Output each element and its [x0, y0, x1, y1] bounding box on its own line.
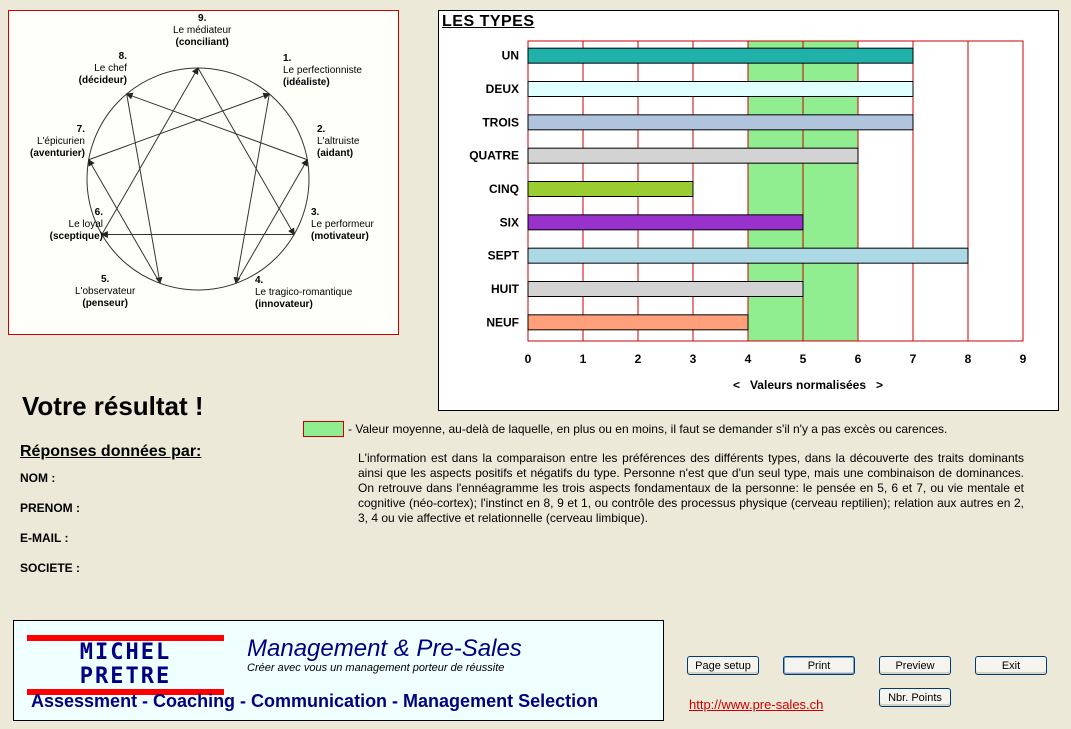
enneagram-label-number: 3. [311, 207, 320, 218]
enneagram-panel [8, 10, 399, 335]
field-label-email: E-MAIL : [20, 531, 69, 545]
enneagram-label-number: 5. [100, 274, 110, 285]
category-label-huit: HUIT [491, 282, 519, 296]
category-label-cinq: CINQ [489, 182, 519, 196]
enneagram-label-name: (penseur) [82, 298, 128, 309]
x-axis-label: < Valeurs normalisées > [732, 378, 884, 392]
types-bar-chart [439, 11, 1058, 410]
category-label-trois: TROIS [482, 115, 519, 130]
enneagram-label-number: 2. [317, 124, 326, 135]
field-label-prenom: PRENOM : [20, 501, 80, 515]
types-chart-panel [438, 10, 1059, 411]
enneagram-label-name: (innovateur) [255, 299, 313, 310]
brand-box [13, 620, 664, 721]
brand-tagline: Management & Pre-Sales [247, 635, 522, 662]
category-label-neuf: NEUF [486, 315, 519, 330]
preview-button[interactable]: Preview [879, 656, 951, 675]
info-text: L'information est dans la comparaison entre les préférences des différents types, dans la découverte des traits dominants ainsi que les aspects positifs et négatifs du type. Personne n'est que d'un seul type, mais une combinaison de dominances. On retrouve dans l'ennéagramme les trois aspects fondamentaux de la personne: le pensée en 5, 6 et 7, ou vie mentale et cognitive (néo-cortex); l'instinct en 8, 9 et 1, ou contrôle des processus physique (cerveau reptilien); relation aux autres en 2, 3, 4 ou vie affective et relationnelle (cerveau limbique). [358, 451, 1024, 525]
enneagram-label-4 [255, 275, 352, 311]
enneagram-label-name: (aventurier) [29, 148, 85, 159]
x-tick-label-8: 8 [964, 352, 972, 366]
enneagram-label-number: 4. [255, 275, 264, 286]
bar-deux [528, 82, 913, 97]
brand-subtitle: Créer avec vous un management porteur de réussite [247, 662, 505, 674]
enneagram-label-title: Le tragico-romantique [255, 287, 353, 298]
bar-six [528, 215, 803, 230]
x-tick-label-0: 0 [524, 352, 532, 366]
enneagram-label-3 [311, 207, 374, 243]
legend-swatch [303, 421, 344, 437]
brand-services: Assessment - Coaching - Communication - Management Selection [31, 691, 599, 711]
website-link[interactable]: http://www.pre-sales.ch [689, 697, 824, 712]
enneagram-label-7 [13, 124, 85, 160]
bar-cinq [528, 182, 693, 197]
enneagram-label-8 [55, 51, 127, 87]
chart-title: LES TYPES [442, 13, 535, 30]
x-tick-label-1: 1 [579, 352, 587, 366]
bar-sept [528, 248, 968, 263]
exit-button[interactable]: Exit [975, 656, 1047, 675]
brand-logo [27, 635, 224, 695]
bar-un [528, 48, 913, 63]
category-label-quatre: QUATRE [469, 148, 519, 163]
enneagram-label-name: (sceptique) [49, 231, 103, 242]
enneagram-label-6 [31, 207, 103, 243]
enneagram-label-title: Le chef [94, 63, 127, 74]
category-label-six: SIX [499, 215, 519, 230]
x-tick-label-5: 5 [799, 352, 807, 366]
enneagram-label-name: (motivateur) [311, 231, 369, 242]
enneagram-label-name: (conciliant) [175, 37, 229, 48]
field-label-societe: SOCIETE : [20, 561, 81, 575]
enneagram-label-title: L'altruiste [317, 136, 360, 147]
enneagram-label-title: L'observateur [75, 286, 136, 297]
answers-title: Réponses données par: [20, 443, 202, 460]
enneagram-label-name: (idéaliste) [283, 77, 330, 88]
enneagram-label-title: Le médiateur [173, 25, 232, 36]
bar-quatre [528, 148, 858, 163]
brand-name: MICHEL PRETRE [79, 640, 172, 689]
page-setup-button[interactable]: Page setup [687, 656, 759, 675]
enneagram-circle [87, 68, 309, 290]
enneagram-label-title: Le loyal [68, 219, 103, 230]
legend-text: - Valeur moyenne, au-delà de laquelle, en plus ou en moins, il faut se demander s'il n'y a pas excès ou carences. [348, 422, 948, 436]
enneagram-label-number: 1. [283, 53, 292, 64]
enneagram-label-title: Le perfectionniste [283, 65, 362, 76]
category-label-un: UN [501, 48, 519, 63]
x-tick-label-9: 9 [1019, 352, 1027, 366]
enneagram-label-1 [283, 53, 362, 89]
enneagram-label-name: (aidant) [317, 148, 354, 159]
x-tick-label-3: 3 [689, 352, 697, 366]
x-tick-label-2: 2 [634, 352, 642, 366]
nbr-points-button[interactable]: Nbr. Points [879, 688, 951, 707]
enneagram-label-title: L'épicurien [36, 136, 85, 147]
bar-huit [528, 282, 803, 297]
print-button[interactable]: Print [783, 656, 855, 675]
x-tick-label-7: 7 [909, 352, 917, 366]
enneagram-label-5 [75, 274, 135, 310]
enneagram-arrow-6-9 [102, 68, 198, 235]
bar-trois [528, 115, 913, 130]
enneagram-label-title: Le performeur [311, 219, 374, 230]
enneagram-label-number: 6. [94, 207, 103, 218]
x-tick-label-4: 4 [744, 352, 752, 366]
category-label-sept: SEPT [487, 248, 519, 263]
result-title: Votre résultat ! [22, 391, 204, 421]
enneagram-label-name: (décideur) [78, 75, 127, 86]
field-label-nom: NOM : [20, 471, 56, 485]
category-label-deux: DEUX [485, 82, 519, 96]
enneagram-label-9 [173, 13, 231, 49]
x-tick-label-6: 6 [854, 352, 862, 366]
enneagram-label-number: 7. [76, 124, 85, 135]
enneagram-label-number: 9. [198, 13, 207, 24]
bar-neuf [528, 315, 748, 330]
enneagram-label-2 [317, 124, 360, 160]
enneagram-arrow-9-3 [198, 68, 294, 235]
enneagram-label-number: 8. [118, 51, 127, 62]
